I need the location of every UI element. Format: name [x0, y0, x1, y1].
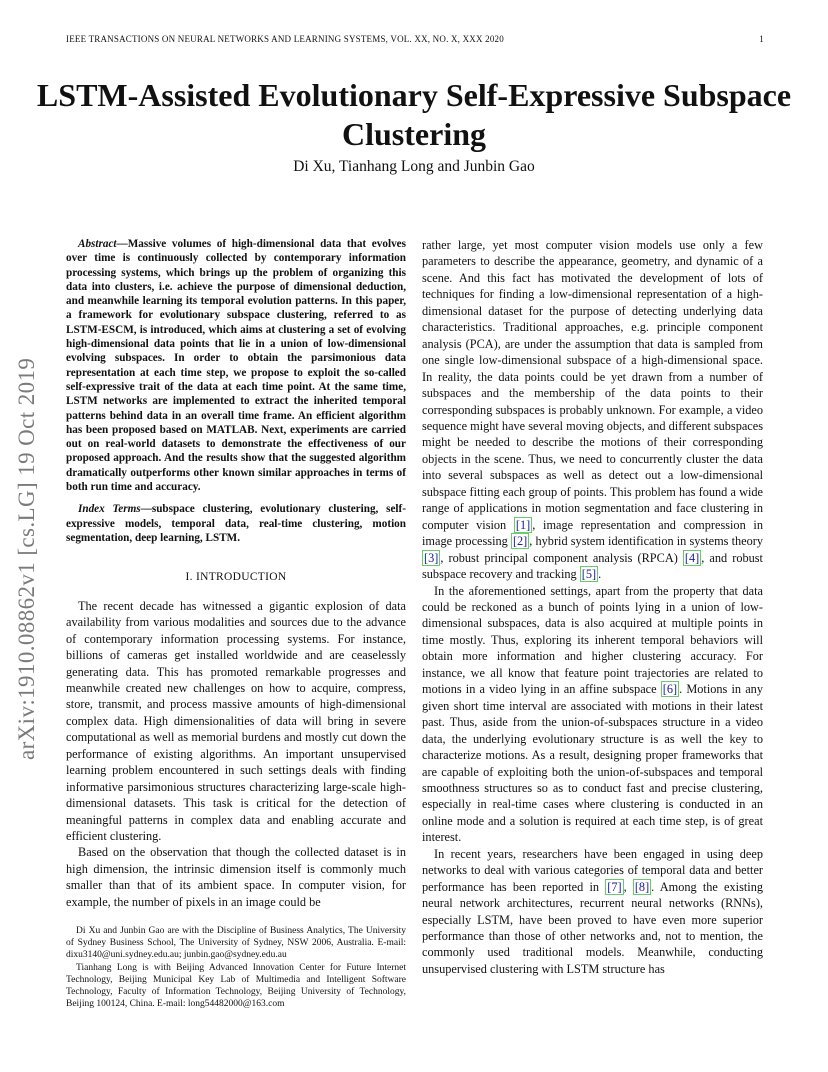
paper-title: LSTM-Assisted Evolutionary Self-Expressive Subspace Clustering [36, 77, 792, 152]
left-column [66, 237, 406, 910]
citation-link[interactable]: [4] [684, 550, 700, 565]
intro-paragraph-5 [422, 846, 763, 978]
author-list: Di Xu, Tianhang Long and Junbin Gao [293, 158, 535, 175]
footnote-1: Di Xu and Junbin Gao are with the Discipline of Business Analytics, The University of Sydney Business School, The University of Sydney, NSW 2006, Australia. E-mail: dixu3140@uni.sydney.edu.au; junbin.gao@sydney.edu.au [66, 926, 406, 961]
paragraph-text: , robust principal component analysis (RPCA) [440, 550, 683, 565]
citation-link[interactable]: [6] [662, 682, 678, 697]
paragraph-text: . Motions in any given short time interval are associated with motions in their latest past. Thus, aside from the union-of-subspaces structure in a video data, the underlying evolutionary structure is as well the key to characterize motions. As a result, designing proper frameworks that are capable of exploiting both the union-of-subspaces and temporal smoothness structures so as to conduct fast and precise clustering, especially in real-time cases where clustering is conducted in an online mode and a solution is required at each time step, is of great interest. [422, 682, 763, 845]
paragraph-text: In the aforementioned settings, apart from the property that data could be reckoned as a bunch of points lying in a union of low-dimensional subspaces, data is also acquired at multiple points in time mostly. Thus, exploring its inherent temporal behaviors will obtain more information and higher clustering accuracy. For instance, we all know that feature point trajectories are related to motions in a video lying in an affine subspace [422, 583, 763, 697]
intro-paragraph-2: Based on the observation that though the collected dataset is in high dimension, the intrinsic dimension itself is commonly much smaller than that of its ambient space. In computer vision, for example, the number of pixels in an image could be [66, 845, 406, 909]
arxiv-stamp: arXiv:1910.08862v1 [cs.LG] 19 Oct 2019 [14, 357, 39, 760]
citation-link[interactable]: [3] [424, 550, 439, 565]
running-header [66, 34, 764, 44]
footnote-2: Tianhang Long is with Beijing Advanced Innovation Center for Future Internet Technology, Beijing Municipal Key Lab of Multimedia and Intelligent Software Technology, Faculty of Information Technology, Beijing University of Technology, Beijing 100124, China. E-mail: long54482000@163.com [66, 962, 406, 1010]
paragraph-text: , hybrid system identification in systems theory [529, 534, 763, 549]
paragraph-text: , image representation and compression in image processing [422, 517, 763, 549]
paragraph-text: . [598, 567, 602, 582]
citation-link[interactable]: [1] [515, 517, 531, 532]
citation-link[interactable]: [2] [512, 534, 528, 549]
intro-paragraph-3 [422, 237, 763, 583]
index-terms-text: —subspace clustering, evolutionary clustering, self-expressive models, temporal data, real-time clustering, motion segmentation, deep learning, LSTM. [66, 503, 406, 544]
abstract-label: Abstract [78, 238, 117, 250]
paragraph-text: , [623, 879, 633, 894]
index-terms [66, 502, 406, 545]
author-footnotes [66, 925, 406, 1010]
paragraph-text: . Among the existing neural network architectures, recurrent neural networks (RNNs), especially LSTM, have been proved to have even more superior performance than those of other networks and, not to mention, the commonly used traditional models. Meanwhile, conducting unsupervised clustering with LSTM structure has [422, 879, 763, 976]
index-terms-label: Index Terms [78, 503, 141, 516]
paragraph-text: In recent years, researchers have been engaged in using deep networks to deal with various categories of temporal data and better performance has been reported in [422, 846, 763, 894]
page-number: 1 [759, 34, 764, 44]
journal-header: IEEE TRANSACTIONS ON NEURAL NETWORKS AND LEARNING SYSTEMS, VOL. XX, NO. X, XXX 2020 [66, 34, 504, 44]
section-heading: I. INTRODUCTION [185, 571, 287, 584]
right-column [422, 237, 763, 977]
abstract [66, 237, 406, 494]
intro-paragraph-4 [422, 583, 763, 846]
paragraph-text: , and robust subspace recovery and tracking [422, 550, 763, 582]
citation-link[interactable]: [5] [581, 567, 597, 582]
abstract-text: —Massive volumes of high-dimensional data that evolves over time is continuously collected by contemporary information processing systems, which brings up the problem of organizing this data into clusters, i.e. achieve the purpose of dimensional deduction, and meanwhile learning its temporal evolution patterns. In this paper, a framework for evolutionary subspace clustering, referred to as LSTM-ESCM, is introduced, which aims at clustering a set of evolving high-dimensional data points that lie in a union of low-dimensional evolving subspaces. In order to obtain the parsimonious data representation at each time step, we propose to exploit the so-called self-expressive trait of the data at each time point. At the same time, LSTM networks are implemented to extract the inherited temporal patterns behind data in an overall time frame. An efficient algorithm has been proposed based on MATLAB. Next, experiments are carried out on real-world datasets to demonstrate the effectiveness of our proposed approach. And the results show that the suggested algorithm dramatically outperforms other known similar approaches in terms of both run time and accuracy. [66, 238, 406, 494]
intro-paragraph-1: The recent decade has witnessed a gigantic explosion of data availability from various modalities and sources due to the advance of contemporary information processing systems. For instance, billions of cameras get installed worldwide and are ceaselessly generating data. This has promoted remarkable progresses and meanwhile created new challenges on how to acquire, compress, store, transmit, and process massive amounts of high-dimensional complex data. High dimensionalities of data will bring in severe computational as well as memorial burdens and mostly cut down the performance of existing algorithms. An important unsupervised learning problem encountered in such settings deals with finding informative parsimonious structures characterizing large-scale high-dimensional datasets. This task is critical for the detection of meaningful patterns in complex data and enabling accurate and efficient clustering. [66, 598, 406, 844]
paragraph-text: rather large, yet most computer vision models use only a few parameters to describe the appearance, geometry, and dynamic of a scene. And this fact has motivated the development of lots of techniques for finding a low-dimensional representation of a high-dimensional dataset for the purpose of detecting underlying data characteristics. Traditional approaches, e.g. principle component analysis (PCA), are under the assumption that data is sampled from one single low-dimensional subspace of a high-dimensional space. In reality, the data points could be yet drawn from a number of subspaces and the membership of the data points to their corresponding subspaces is probably unknown. For example, a video sequence might have several moving objects, and different subspaces might be needed to describe the motions of their corresponding objects in the scene. Thus, we need to concurrently cluster the data into several subspaces as well as detect out a low-dimensional subspace fitting each group of points. This problem has found a wide range of applications in motion segmentation and face clustering in computer vision [422, 238, 763, 532]
citation-link[interactable]: [8] [634, 879, 650, 894]
citation-link[interactable]: [7] [607, 879, 622, 894]
